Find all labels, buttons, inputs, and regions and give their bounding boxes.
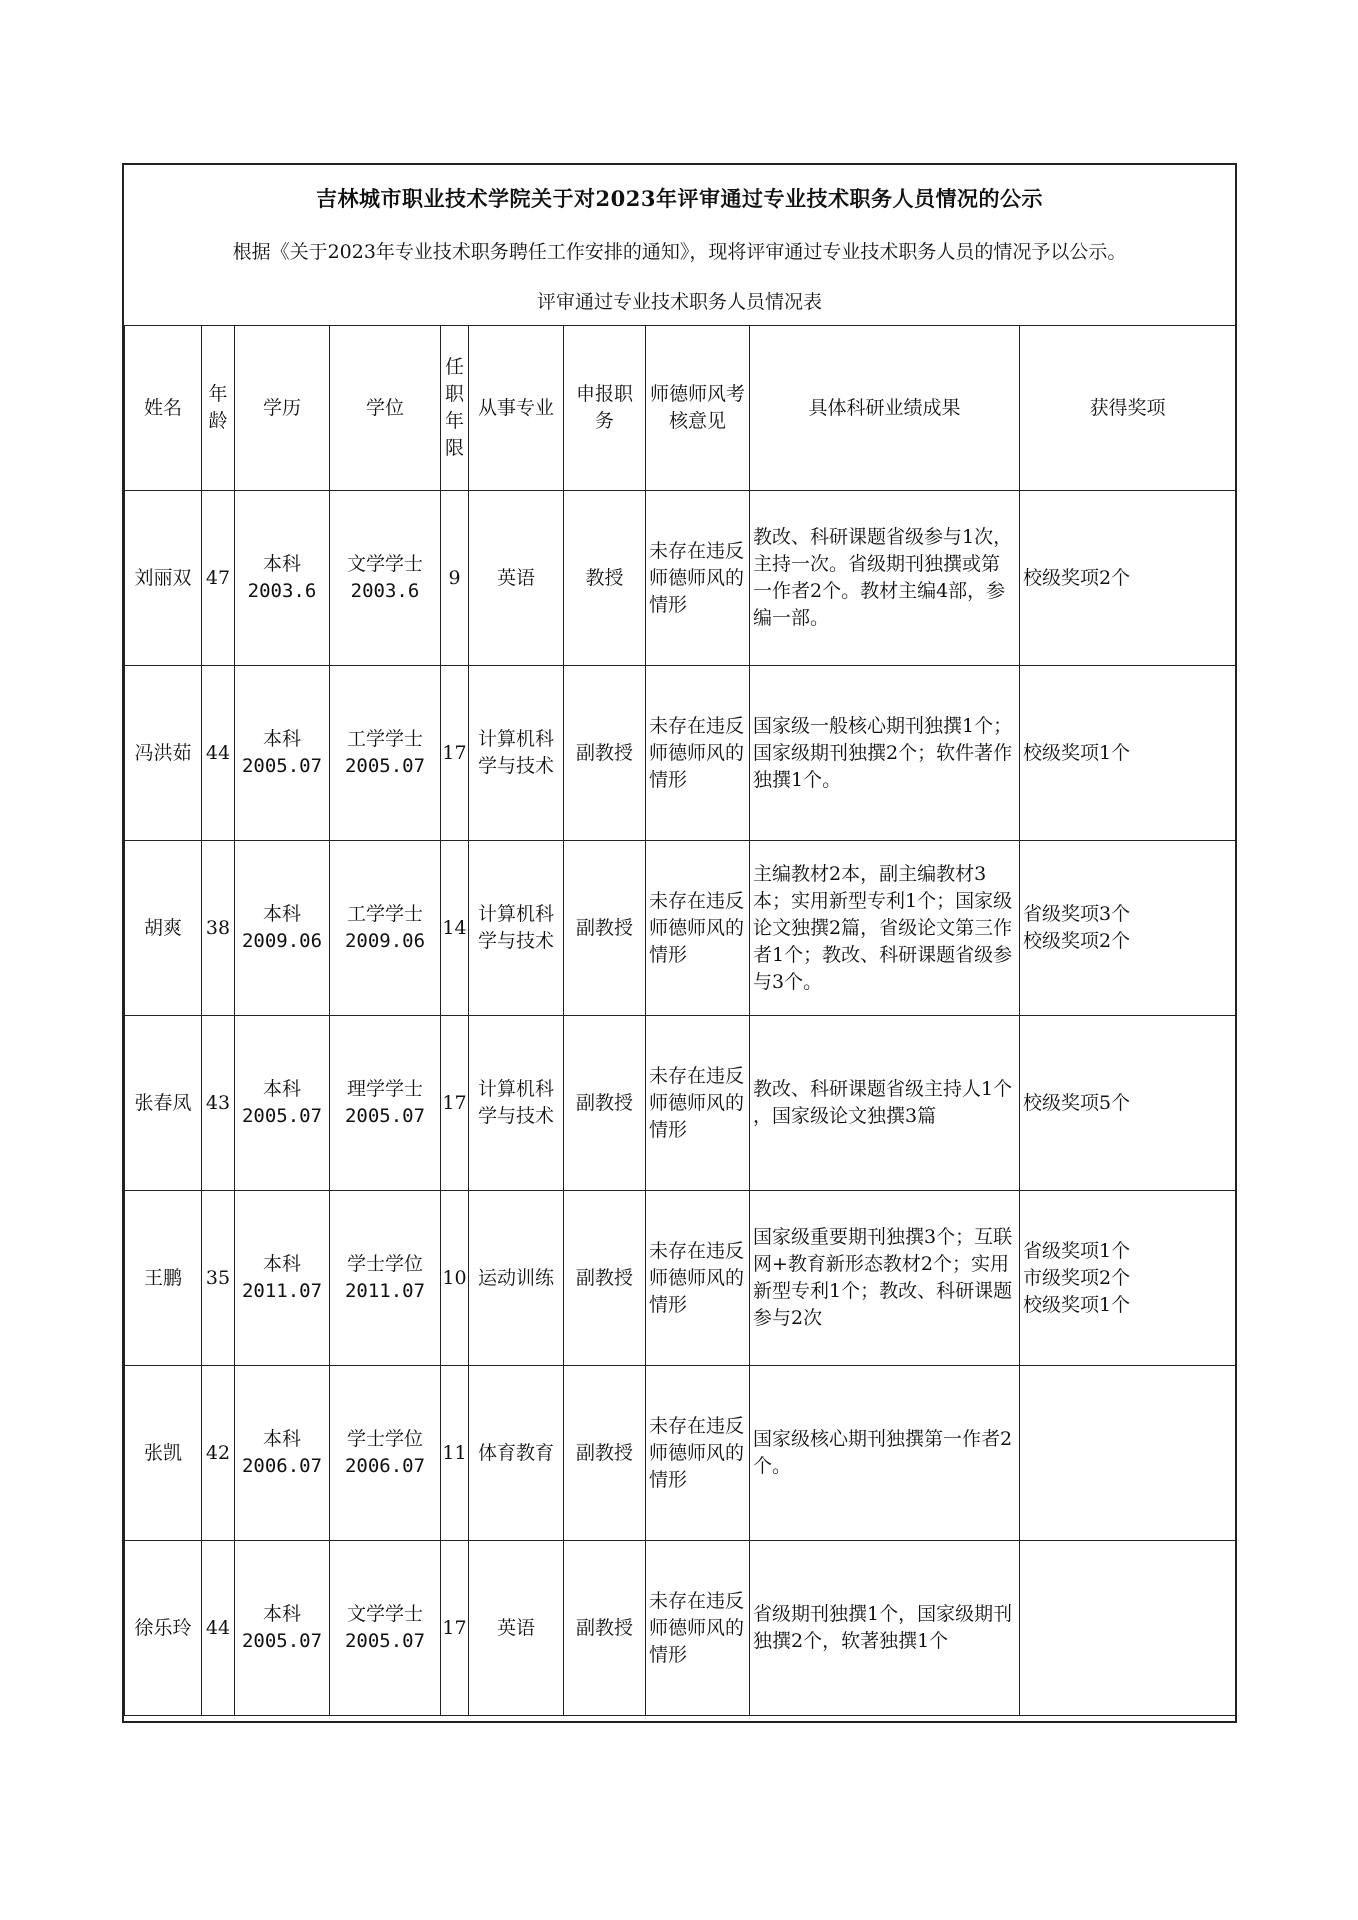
announcement-sheet xyxy=(122,163,1237,1723)
cell-years: 17 xyxy=(441,1541,469,1716)
personnel-table xyxy=(124,325,1236,1716)
cell-ethics: 未存在违反师德师风的情形 xyxy=(646,666,750,841)
cell-position: 教授 xyxy=(564,491,646,666)
cell-age: 42 xyxy=(202,1366,235,1541)
header-awards: 获得奖项 xyxy=(1020,326,1236,491)
table-row xyxy=(125,1016,1236,1191)
cell-research: 国家级一般核心期刊独撰1个；国家级期刊独撰2个；软件著作独撰1个。 xyxy=(750,666,1020,841)
cell-awards: 省级奖项1个 市级奖项2个 校级奖项1个 xyxy=(1020,1191,1236,1366)
cell-awards: 校级奖项1个 xyxy=(1020,666,1236,841)
cell-degree: 文学学士 2005.07 xyxy=(330,1541,441,1716)
header-age: 年龄 xyxy=(202,326,235,491)
header-degree: 学位 xyxy=(330,326,441,491)
cell-research: 教改、科研课题省级参与1次，主持一次。省级期刊独撰或第一作者2个。教材主编4部，参编一部。 xyxy=(750,491,1020,666)
cell-degree: 文学学士 2003.6 xyxy=(330,491,441,666)
cell-age: 44 xyxy=(202,666,235,841)
cell-years: 14 xyxy=(441,841,469,1016)
cell-awards xyxy=(1020,1366,1236,1541)
cell-ethics: 未存在违反师德师风的情形 xyxy=(646,1016,750,1191)
cell-name: 张凯 xyxy=(125,1366,202,1541)
cell-years: 17 xyxy=(441,1016,469,1191)
header-research: 具体科研业绩成果 xyxy=(750,326,1020,491)
cell-age: 47 xyxy=(202,491,235,666)
cell-years: 10 xyxy=(441,1191,469,1366)
cell-position: 副教授 xyxy=(564,841,646,1016)
cell-ethics: 未存在违反师德师风的情形 xyxy=(646,841,750,1016)
cell-ethics: 未存在违反师德师风的情形 xyxy=(646,1541,750,1716)
header-ethics: 师德师风考核意见 xyxy=(646,326,750,491)
cell-education: 本科 2011.07 xyxy=(235,1191,330,1366)
cell-education: 本科 2009.06 xyxy=(235,841,330,1016)
cell-name: 王鹏 xyxy=(125,1191,202,1366)
cell-degree: 工学学士 2009.06 xyxy=(330,841,441,1016)
cell-education: 本科 2003.6 xyxy=(235,491,330,666)
cell-awards: 校级奖项5个 xyxy=(1020,1016,1236,1191)
cell-major: 运动训练 xyxy=(469,1191,564,1366)
table-row xyxy=(125,666,1236,841)
cell-research: 主编教材2本，副主编教材3本；实用新型专利1个；国家级论文独撰2篇，省级论文第三作者1个；教改、科研课题省级参与3个。 xyxy=(750,841,1020,1016)
cell-major: 计算机科学与技术 xyxy=(469,841,564,1016)
cell-awards xyxy=(1020,1541,1236,1716)
table-caption: 评审通过专业技术职务人员情况表 xyxy=(536,291,822,313)
cell-degree: 理学学士 2005.07 xyxy=(330,1016,441,1191)
cell-name: 冯洪茹 xyxy=(125,666,202,841)
cell-degree: 学士学位 2011.07 xyxy=(330,1191,441,1366)
cell-education: 本科 2005.07 xyxy=(235,1541,330,1716)
cell-position: 副教授 xyxy=(564,1541,646,1716)
cell-name: 刘丽双 xyxy=(125,491,202,666)
cell-age: 44 xyxy=(202,1541,235,1716)
cell-name: 张春凤 xyxy=(125,1016,202,1191)
cell-years: 17 xyxy=(441,666,469,841)
header-position: 申报职务 xyxy=(564,326,646,491)
cell-major: 英语 xyxy=(469,491,564,666)
cell-years: 9 xyxy=(441,491,469,666)
table-row xyxy=(125,841,1236,1016)
cell-years: 11 xyxy=(441,1366,469,1541)
cell-research: 省级期刊独撰1个，国家级期刊独撰2个，软著独撰1个 xyxy=(750,1541,1020,1716)
table-row xyxy=(125,491,1236,666)
table-row xyxy=(125,1191,1236,1366)
cell-name: 徐乐玲 xyxy=(125,1541,202,1716)
cell-degree: 学士学位 2006.07 xyxy=(330,1366,441,1541)
cell-ethics: 未存在违反师德师风的情形 xyxy=(646,1366,750,1541)
cell-ethics: 未存在违反师德师风的情形 xyxy=(646,491,750,666)
cell-awards: 省级奖项3个 校级奖项2个 xyxy=(1020,841,1236,1016)
table-row xyxy=(125,1366,1236,1541)
header-education: 学历 xyxy=(235,326,330,491)
cell-major: 计算机科学与技术 xyxy=(469,666,564,841)
cell-position: 副教授 xyxy=(564,1366,646,1541)
cell-research: 国家级核心期刊独撰第一作者2个。 xyxy=(750,1366,1020,1541)
table-row xyxy=(125,1541,1236,1716)
cell-education: 本科 2006.07 xyxy=(235,1366,330,1541)
cell-age: 38 xyxy=(202,841,235,1016)
cell-position: 副教授 xyxy=(564,1016,646,1191)
cell-degree: 工学学士 2005.07 xyxy=(330,666,441,841)
cell-awards: 校级奖项2个 xyxy=(1020,491,1236,666)
header-name: 姓名 xyxy=(125,326,202,491)
cell-ethics: 未存在违反师德师风的情形 xyxy=(646,1191,750,1366)
header-major: 从事专业 xyxy=(469,326,564,491)
cell-research: 教改、科研课题省级主持人1个 ，国家级论文独撰3篇 xyxy=(750,1016,1020,1191)
cell-age: 35 xyxy=(202,1191,235,1366)
cell-age: 43 xyxy=(202,1016,235,1191)
header-years: 任职年限 xyxy=(441,326,469,491)
cell-position: 副教授 xyxy=(564,1191,646,1366)
document-intro: 根据《关于2023年专业技术职务聘任工作安排的通知》，现将评审通过专业技术职务人员的情况予以公示。 xyxy=(232,241,1127,263)
cell-education: 本科 2005.07 xyxy=(235,666,330,841)
cell-research: 国家级重要期刊独撰3个；互联网+教育新形态教材2个；实用新型专利1个；教改、科研课题参与2次 xyxy=(750,1191,1020,1366)
table-header-row xyxy=(125,326,1236,491)
cell-major: 体育教育 xyxy=(469,1366,564,1541)
cell-position: 副教授 xyxy=(564,666,646,841)
cell-education: 本科 2005.07 xyxy=(235,1016,330,1191)
document-title: 吉林城市职业技术学院关于对2023年评审通过专业技术职务人员情况的公示 xyxy=(316,186,1043,211)
cell-major: 计算机科学与技术 xyxy=(469,1016,564,1191)
cell-major: 英语 xyxy=(469,1541,564,1716)
cell-name: 胡爽 xyxy=(125,841,202,1016)
